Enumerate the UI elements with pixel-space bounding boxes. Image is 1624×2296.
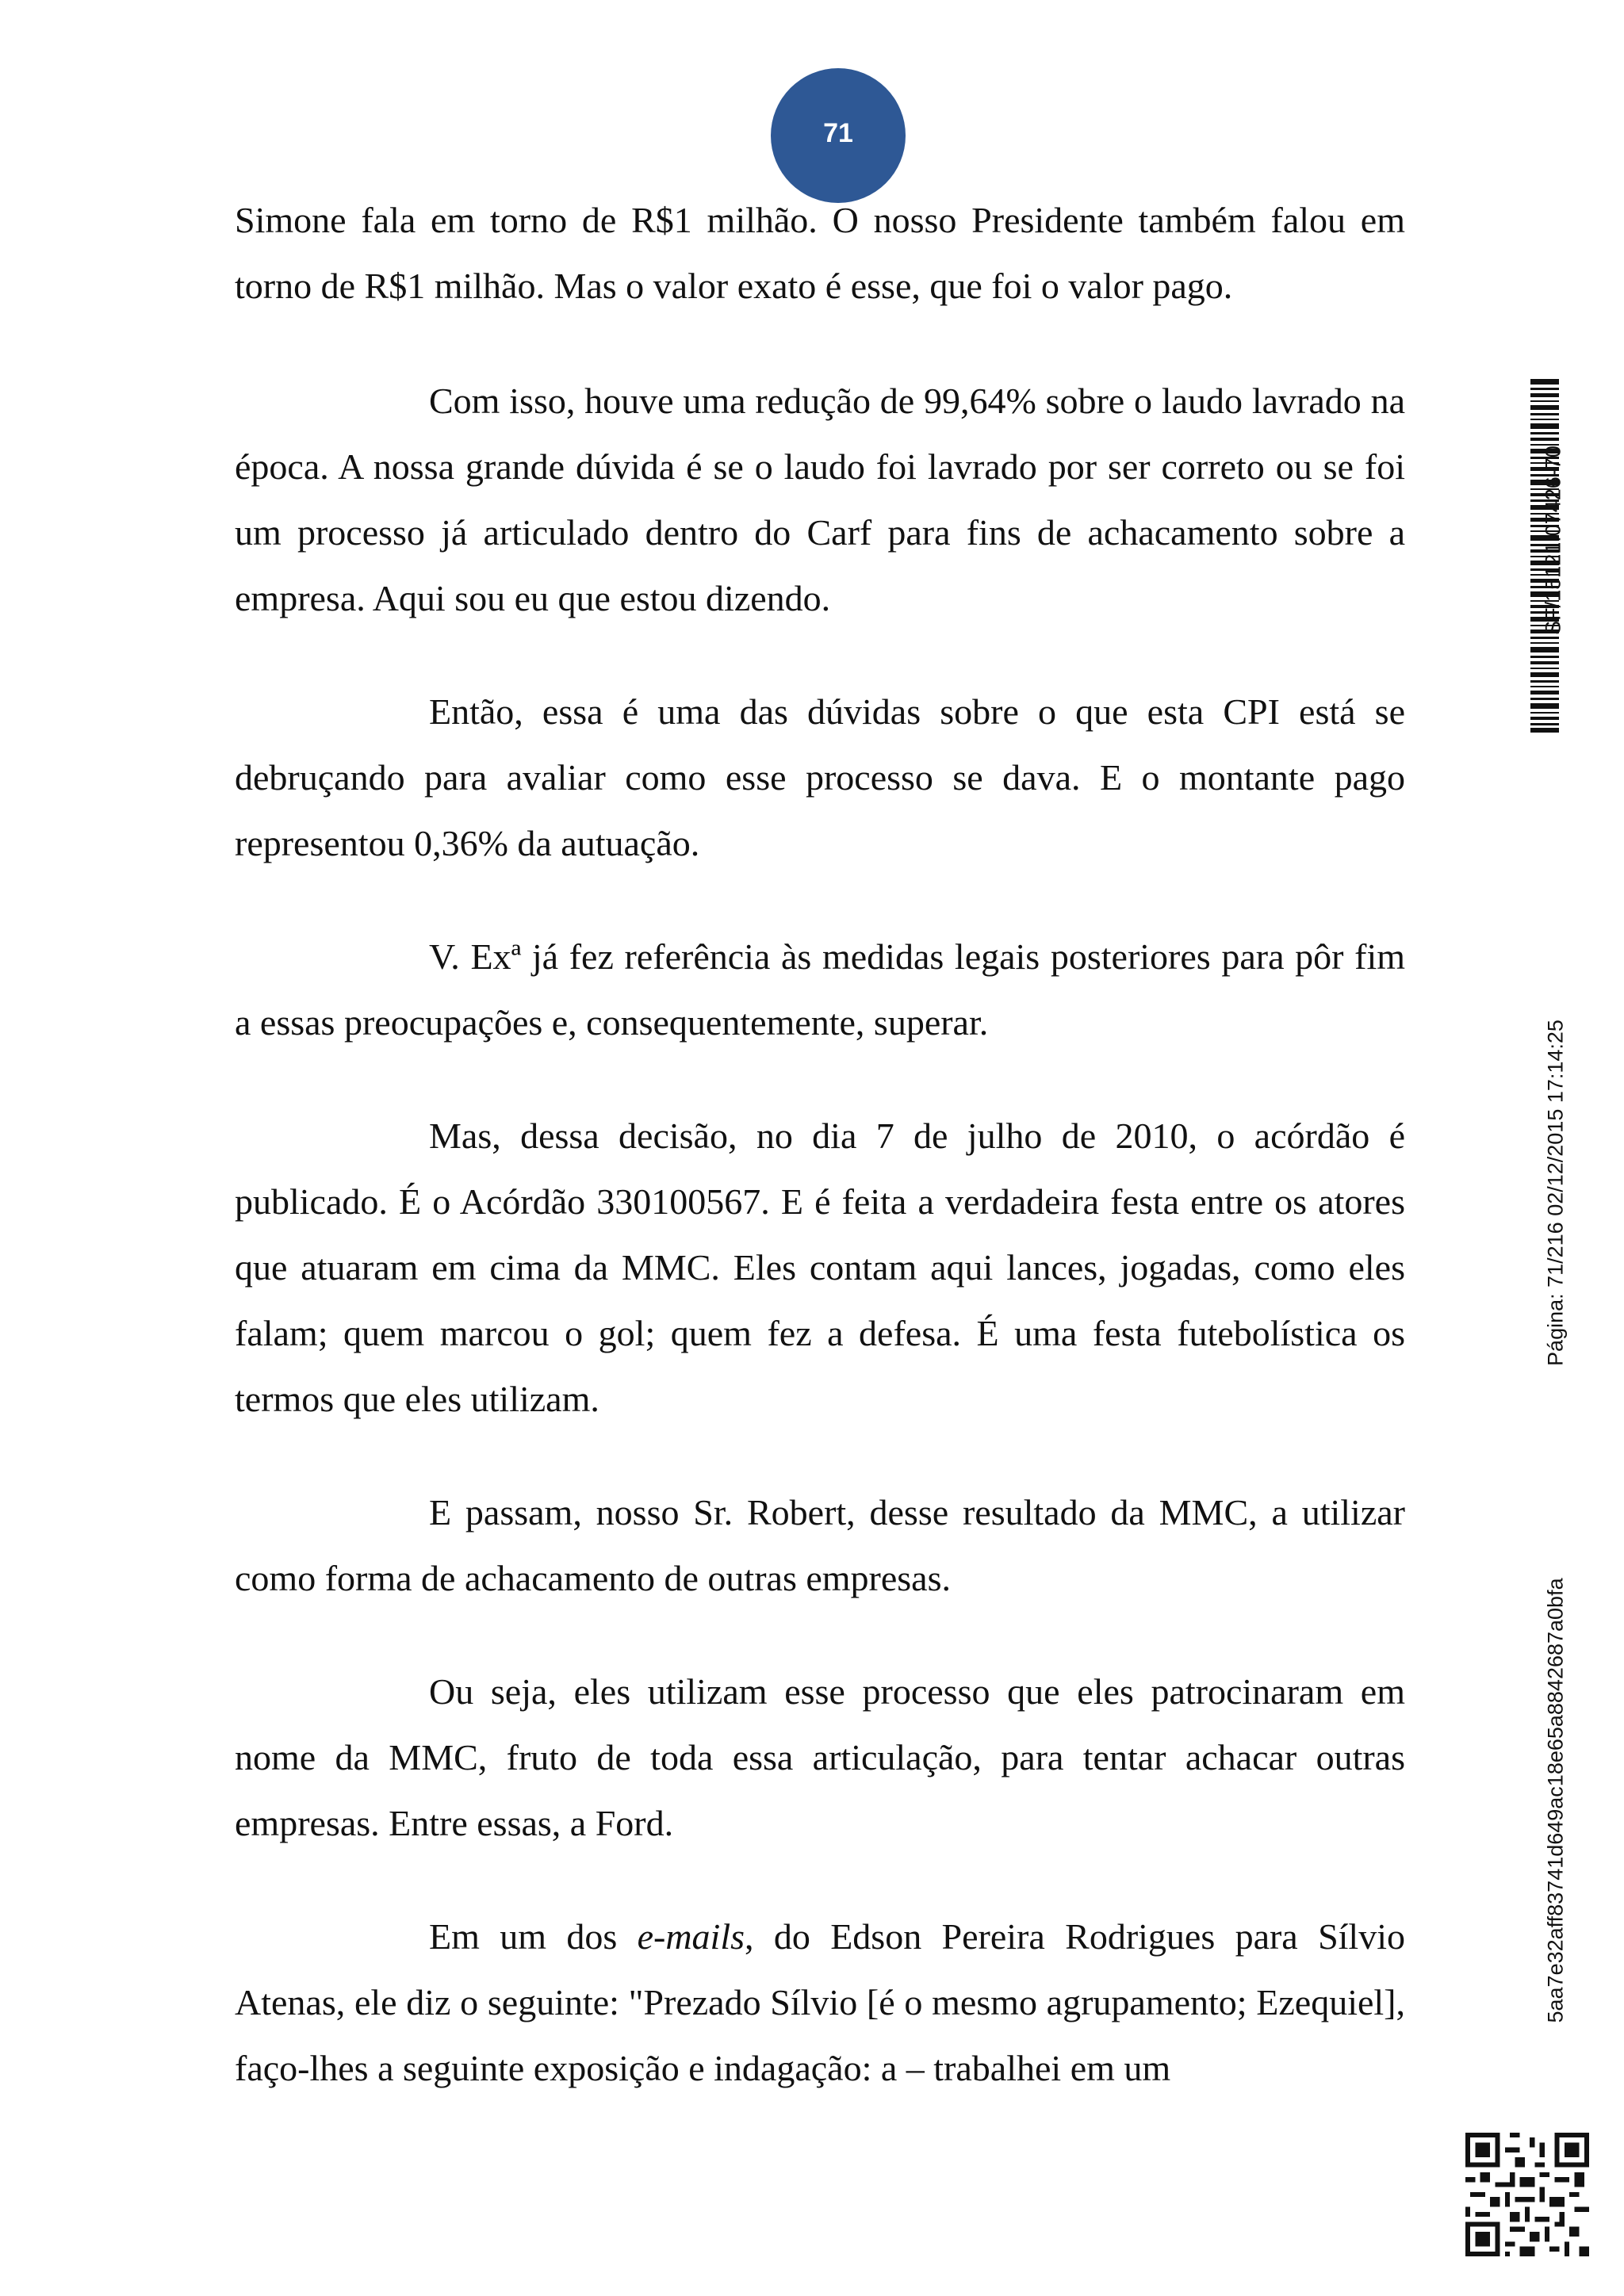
paragraph-3: Então, essa é uma das dúvidas sobre o que esta CPI está se debruçando para avaliar como esse processo se dava. E o montante pago representou 0,36% da autuação. [235,691,1405,863]
paragraph-6: E passam, nosso Sr. Robert, desse resultado da MMC, a utilizar como forma de achacamento de outras empresas. [235,1492,1405,1598]
paragraph-8-start: Em um dos [429,1916,638,1957]
paragraph-2: Com isso, houve uma redução de 99,64% sobre o laudo lavrado na época. A nossa grande dúvida é se o laudo foi lavrado por ser correto ou se foi um processo já articulado dentro do Carf para fins de achacamento sobre a empresa. Aqui sou eu que estou dizendo. [235,381,1405,618]
document-code: SF/15121.07426-70 [1541,446,1565,635]
qr-code-icon [1465,2133,1589,2256]
document-hash: 5aa7e32aff83741d649ac18e65a8842687a0bfa [1543,1578,1568,2023]
page-number: 71 [823,117,853,148]
emails-term: e-mails [637,1916,745,1957]
paragraph-5: Mas, dessa decisão, no dia 7 de julho de 2010, o acórdão é publicado. É o Acórdão 330100567. E é feita a verdadeira festa entre os atores que atuaram em cima da MMC. Eles contam aqui lances, jogadas, como eles falam; quem marcou o gol; quem fez a defesa. É uma festa futebolística os termos que eles utilizam. [235,1115,1405,1419]
paragraph-4: V. Exª já fez referência às medidas legais posteriores para pôr fim a essas preocupações e, consequentemente, superar. [235,936,1405,1043]
page-number-badge [771,68,906,203]
paragraph-8 [235,1904,1405,2101]
paragraph-8-rest: , do Edson Pereira Rodrigues para Sílvio Atenas, ele diz o seguinte: "Prezado Sílvio [é o mesmo agrupamento; Ezequiel], faço-lhes a seguinte exposição e indagação: a – trabalhei em um [235,1916,1405,2088]
paragraph-1: Simone fala em torno de R$1 milhão. O nosso Presidente também falou em torno de R$1 milhão. Mas o valor exato é esse, que foi o valor pago. [235,200,1405,306]
document-body [235,187,1405,2101]
paragraph-7: Ou seja, eles utilizam esse processo que eles patrocinaram em nome da MMC, fruto de toda essa articulação, para tentar achacar outras empresas. Entre essas, a Ford. [235,1671,1405,1843]
page-info: Página: 71/216 02/12/2015 17:14:25 [1543,1020,1568,1366]
